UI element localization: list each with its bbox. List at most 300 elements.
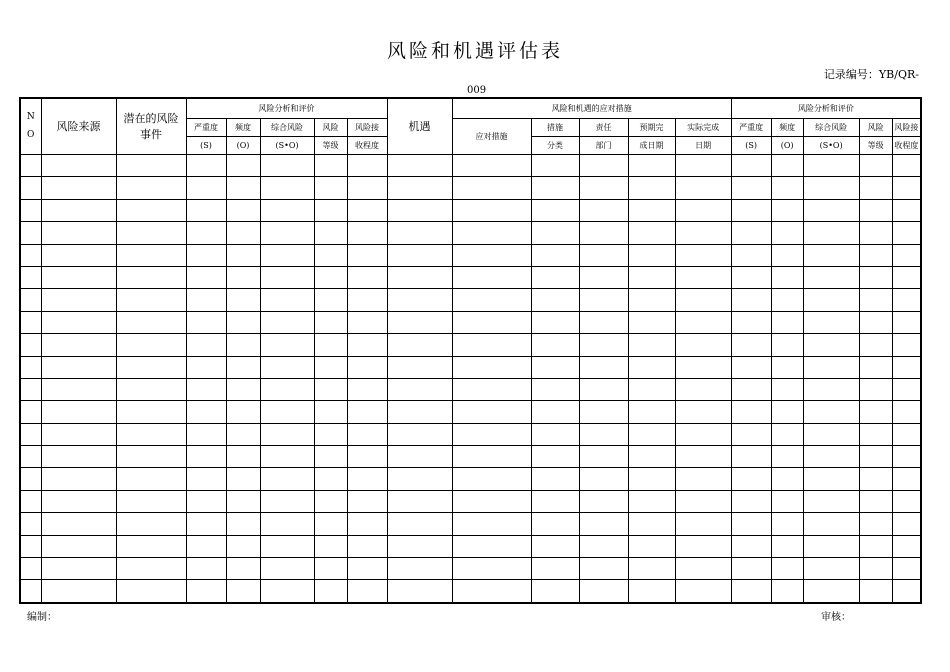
table-cell[interactable] bbox=[531, 490, 579, 512]
table-cell[interactable] bbox=[803, 535, 859, 557]
table-cell[interactable] bbox=[771, 356, 803, 378]
table-cell[interactable] bbox=[675, 423, 731, 445]
table-cell[interactable] bbox=[314, 558, 347, 580]
table-cell[interactable] bbox=[186, 334, 226, 356]
table-cell[interactable] bbox=[387, 513, 452, 535]
table-cell[interactable] bbox=[347, 311, 387, 333]
table-cell[interactable] bbox=[579, 558, 628, 580]
table-cell[interactable] bbox=[260, 378, 314, 400]
table-cell[interactable] bbox=[859, 311, 892, 333]
table-cell[interactable] bbox=[859, 334, 892, 356]
table-cell[interactable] bbox=[803, 490, 859, 512]
table-cell[interactable] bbox=[731, 334, 771, 356]
table-cell[interactable] bbox=[859, 244, 892, 266]
table-cell[interactable] bbox=[579, 423, 628, 445]
table-cell[interactable] bbox=[314, 446, 347, 468]
table-cell[interactable] bbox=[859, 401, 892, 423]
table-cell[interactable] bbox=[803, 513, 859, 535]
table-cell[interactable] bbox=[41, 199, 116, 221]
table-cell[interactable] bbox=[347, 513, 387, 535]
table-cell[interactable] bbox=[116, 289, 186, 311]
table-cell[interactable] bbox=[20, 580, 41, 603]
table-cell[interactable] bbox=[731, 580, 771, 603]
table-cell[interactable] bbox=[628, 535, 675, 557]
table-cell[interactable] bbox=[731, 490, 771, 512]
table-cell[interactable] bbox=[452, 490, 531, 512]
table-cell[interactable] bbox=[452, 334, 531, 356]
table-cell[interactable] bbox=[226, 199, 260, 221]
table-cell[interactable] bbox=[731, 513, 771, 535]
table-cell[interactable] bbox=[579, 535, 628, 557]
table-cell[interactable] bbox=[731, 244, 771, 266]
table-cell[interactable] bbox=[803, 222, 859, 244]
table-cell[interactable] bbox=[186, 177, 226, 199]
table-cell[interactable] bbox=[731, 423, 771, 445]
table-cell[interactable] bbox=[771, 401, 803, 423]
table-cell[interactable] bbox=[771, 446, 803, 468]
table-cell[interactable] bbox=[347, 266, 387, 288]
table-cell[interactable] bbox=[628, 513, 675, 535]
table-cell[interactable] bbox=[628, 356, 675, 378]
table-cell[interactable] bbox=[452, 468, 531, 490]
table-cell[interactable] bbox=[41, 378, 116, 400]
table-cell[interactable] bbox=[186, 311, 226, 333]
table-cell[interactable] bbox=[116, 401, 186, 423]
table-cell[interactable] bbox=[226, 289, 260, 311]
table-cell[interactable] bbox=[314, 378, 347, 400]
table-cell[interactable] bbox=[314, 535, 347, 557]
table-cell[interactable] bbox=[20, 155, 41, 177]
table-cell[interactable] bbox=[771, 155, 803, 177]
table-cell[interactable] bbox=[579, 334, 628, 356]
table-cell[interactable] bbox=[579, 356, 628, 378]
table-cell[interactable] bbox=[531, 513, 579, 535]
table-cell[interactable] bbox=[41, 155, 116, 177]
table-cell[interactable] bbox=[41, 558, 116, 580]
table-cell[interactable] bbox=[347, 468, 387, 490]
table-cell[interactable] bbox=[20, 266, 41, 288]
table-cell[interactable] bbox=[41, 423, 116, 445]
table-cell[interactable] bbox=[859, 446, 892, 468]
table-cell[interactable] bbox=[452, 244, 531, 266]
table-cell[interactable] bbox=[731, 446, 771, 468]
table-cell[interactable] bbox=[452, 558, 531, 580]
table-cell[interactable] bbox=[186, 468, 226, 490]
table-cell[interactable] bbox=[803, 199, 859, 221]
table-cell[interactable] bbox=[347, 378, 387, 400]
table-cell[interactable] bbox=[226, 244, 260, 266]
table-cell[interactable] bbox=[892, 535, 921, 557]
table-cell[interactable] bbox=[531, 446, 579, 468]
table-cell[interactable] bbox=[531, 244, 579, 266]
table-cell[interactable] bbox=[531, 558, 579, 580]
table-cell[interactable] bbox=[41, 222, 116, 244]
table-cell[interactable] bbox=[186, 222, 226, 244]
table-cell[interactable] bbox=[314, 244, 347, 266]
table-cell[interactable] bbox=[226, 334, 260, 356]
table-cell[interactable] bbox=[20, 244, 41, 266]
table-cell[interactable] bbox=[892, 446, 921, 468]
table-cell[interactable] bbox=[186, 199, 226, 221]
table-cell[interactable] bbox=[260, 222, 314, 244]
table-cell[interactable] bbox=[892, 244, 921, 266]
table-cell[interactable] bbox=[387, 446, 452, 468]
table-cell[interactable] bbox=[41, 535, 116, 557]
table-cell[interactable] bbox=[260, 468, 314, 490]
table-cell[interactable] bbox=[731, 177, 771, 199]
table-cell[interactable] bbox=[675, 535, 731, 557]
table-cell[interactable] bbox=[20, 401, 41, 423]
table-cell[interactable] bbox=[803, 177, 859, 199]
table-cell[interactable] bbox=[892, 558, 921, 580]
table-cell[interactable] bbox=[116, 580, 186, 603]
table-cell[interactable] bbox=[314, 490, 347, 512]
table-cell[interactable] bbox=[116, 155, 186, 177]
table-cell[interactable] bbox=[579, 244, 628, 266]
table-cell[interactable] bbox=[531, 423, 579, 445]
table-cell[interactable] bbox=[347, 580, 387, 603]
table-cell[interactable] bbox=[731, 356, 771, 378]
table-cell[interactable] bbox=[731, 401, 771, 423]
table-cell[interactable] bbox=[859, 289, 892, 311]
table-cell[interactable] bbox=[314, 311, 347, 333]
table-cell[interactable] bbox=[116, 266, 186, 288]
table-cell[interactable] bbox=[803, 155, 859, 177]
table-cell[interactable] bbox=[675, 356, 731, 378]
table-cell[interactable] bbox=[628, 490, 675, 512]
table-cell[interactable] bbox=[579, 199, 628, 221]
table-cell[interactable] bbox=[859, 155, 892, 177]
table-cell[interactable] bbox=[260, 513, 314, 535]
table-cell[interactable] bbox=[452, 177, 531, 199]
table-cell[interactable] bbox=[314, 356, 347, 378]
table-cell[interactable] bbox=[387, 177, 452, 199]
table-cell[interactable] bbox=[803, 423, 859, 445]
table-cell[interactable] bbox=[387, 558, 452, 580]
table-cell[interactable] bbox=[531, 177, 579, 199]
table-cell[interactable] bbox=[452, 378, 531, 400]
table-cell[interactable] bbox=[387, 356, 452, 378]
table-cell[interactable] bbox=[41, 266, 116, 288]
table-cell[interactable] bbox=[226, 423, 260, 445]
table-cell[interactable] bbox=[892, 155, 921, 177]
table-cell[interactable] bbox=[347, 490, 387, 512]
table-cell[interactable] bbox=[347, 558, 387, 580]
table-cell[interactable] bbox=[892, 289, 921, 311]
table-cell[interactable] bbox=[20, 490, 41, 512]
table-cell[interactable] bbox=[579, 155, 628, 177]
table-cell[interactable] bbox=[859, 535, 892, 557]
table-cell[interactable] bbox=[116, 513, 186, 535]
table-cell[interactable] bbox=[186, 423, 226, 445]
table-cell[interactable] bbox=[771, 468, 803, 490]
table-cell[interactable] bbox=[731, 155, 771, 177]
table-cell[interactable] bbox=[452, 401, 531, 423]
table-cell[interactable] bbox=[387, 401, 452, 423]
table-cell[interactable] bbox=[186, 378, 226, 400]
table-cell[interactable] bbox=[803, 580, 859, 603]
table-cell[interactable] bbox=[628, 199, 675, 221]
table-cell[interactable] bbox=[675, 177, 731, 199]
table-cell[interactable] bbox=[579, 177, 628, 199]
table-cell[interactable] bbox=[628, 177, 675, 199]
table-cell[interactable] bbox=[731, 558, 771, 580]
table-cell[interactable] bbox=[314, 513, 347, 535]
table-cell[interactable] bbox=[675, 266, 731, 288]
table-cell[interactable] bbox=[859, 580, 892, 603]
table-cell[interactable] bbox=[771, 311, 803, 333]
table-cell[interactable] bbox=[771, 423, 803, 445]
table-cell[interactable] bbox=[452, 356, 531, 378]
table-cell[interactable] bbox=[531, 401, 579, 423]
table-cell[interactable] bbox=[20, 535, 41, 557]
table-cell[interactable] bbox=[628, 289, 675, 311]
table-cell[interactable] bbox=[116, 356, 186, 378]
table-cell[interactable] bbox=[628, 334, 675, 356]
table-cell[interactable] bbox=[226, 177, 260, 199]
table-cell[interactable] bbox=[314, 199, 347, 221]
table-cell[interactable] bbox=[116, 423, 186, 445]
table-cell[interactable] bbox=[628, 446, 675, 468]
table-cell[interactable] bbox=[675, 334, 731, 356]
table-cell[interactable] bbox=[387, 378, 452, 400]
table-cell[interactable] bbox=[803, 289, 859, 311]
table-cell[interactable] bbox=[314, 468, 347, 490]
table-cell[interactable] bbox=[41, 580, 116, 603]
table-cell[interactable] bbox=[260, 155, 314, 177]
table-cell[interactable] bbox=[347, 446, 387, 468]
table-cell[interactable] bbox=[731, 222, 771, 244]
table-cell[interactable] bbox=[579, 378, 628, 400]
table-cell[interactable] bbox=[859, 558, 892, 580]
table-cell[interactable] bbox=[347, 222, 387, 244]
table-cell[interactable] bbox=[260, 334, 314, 356]
table-cell[interactable] bbox=[186, 244, 226, 266]
table-cell[interactable] bbox=[116, 311, 186, 333]
table-cell[interactable] bbox=[314, 266, 347, 288]
table-cell[interactable] bbox=[531, 535, 579, 557]
table-cell[interactable] bbox=[859, 378, 892, 400]
table-cell[interactable] bbox=[387, 334, 452, 356]
table-cell[interactable] bbox=[116, 177, 186, 199]
table-cell[interactable] bbox=[771, 378, 803, 400]
table-cell[interactable] bbox=[628, 423, 675, 445]
table-cell[interactable] bbox=[531, 378, 579, 400]
table-cell[interactable] bbox=[771, 244, 803, 266]
table-cell[interactable] bbox=[41, 244, 116, 266]
table-cell[interactable] bbox=[186, 535, 226, 557]
table-cell[interactable] bbox=[675, 558, 731, 580]
table-cell[interactable] bbox=[260, 446, 314, 468]
table-cell[interactable] bbox=[314, 401, 347, 423]
table-cell[interactable] bbox=[452, 513, 531, 535]
table-cell[interactable] bbox=[531, 222, 579, 244]
table-cell[interactable] bbox=[226, 401, 260, 423]
table-cell[interactable] bbox=[226, 222, 260, 244]
table-cell[interactable] bbox=[452, 580, 531, 603]
table-cell[interactable] bbox=[387, 468, 452, 490]
table-cell[interactable] bbox=[20, 423, 41, 445]
table-cell[interactable] bbox=[387, 289, 452, 311]
table-cell[interactable] bbox=[260, 244, 314, 266]
table-cell[interactable] bbox=[186, 558, 226, 580]
table-cell[interactable] bbox=[186, 356, 226, 378]
table-cell[interactable] bbox=[731, 311, 771, 333]
table-cell[interactable] bbox=[387, 535, 452, 557]
table-cell[interactable] bbox=[452, 446, 531, 468]
table-cell[interactable] bbox=[892, 266, 921, 288]
table-cell[interactable] bbox=[579, 468, 628, 490]
table-cell[interactable] bbox=[531, 356, 579, 378]
table-cell[interactable] bbox=[859, 222, 892, 244]
table-cell[interactable] bbox=[260, 423, 314, 445]
table-cell[interactable] bbox=[892, 222, 921, 244]
table-cell[interactable] bbox=[226, 155, 260, 177]
table-cell[interactable] bbox=[20, 311, 41, 333]
table-cell[interactable] bbox=[226, 446, 260, 468]
table-cell[interactable] bbox=[41, 334, 116, 356]
table-cell[interactable] bbox=[803, 311, 859, 333]
table-cell[interactable] bbox=[387, 266, 452, 288]
table-cell[interactable] bbox=[803, 401, 859, 423]
table-cell[interactable] bbox=[531, 289, 579, 311]
table-cell[interactable] bbox=[531, 468, 579, 490]
table-cell[interactable] bbox=[41, 356, 116, 378]
table-cell[interactable] bbox=[731, 199, 771, 221]
table-cell[interactable] bbox=[314, 289, 347, 311]
table-cell[interactable] bbox=[452, 199, 531, 221]
table-cell[interactable] bbox=[226, 356, 260, 378]
table-cell[interactable] bbox=[314, 222, 347, 244]
table-cell[interactable] bbox=[116, 490, 186, 512]
table-cell[interactable] bbox=[859, 177, 892, 199]
table-cell[interactable] bbox=[892, 423, 921, 445]
table-cell[interactable] bbox=[387, 580, 452, 603]
table-cell[interactable] bbox=[675, 378, 731, 400]
table-cell[interactable] bbox=[387, 222, 452, 244]
table-cell[interactable] bbox=[675, 513, 731, 535]
table-cell[interactable] bbox=[771, 222, 803, 244]
table-cell[interactable] bbox=[260, 535, 314, 557]
table-cell[interactable] bbox=[347, 244, 387, 266]
table-cell[interactable] bbox=[531, 311, 579, 333]
table-cell[interactable] bbox=[116, 244, 186, 266]
table-cell[interactable] bbox=[452, 266, 531, 288]
table-cell[interactable] bbox=[314, 155, 347, 177]
table-cell[interactable] bbox=[41, 311, 116, 333]
table-cell[interactable] bbox=[116, 334, 186, 356]
table-cell[interactable] bbox=[20, 446, 41, 468]
table-cell[interactable] bbox=[803, 558, 859, 580]
table-cell[interactable] bbox=[771, 490, 803, 512]
table-cell[interactable] bbox=[675, 155, 731, 177]
table-cell[interactable] bbox=[579, 490, 628, 512]
table-cell[interactable] bbox=[226, 468, 260, 490]
table-cell[interactable] bbox=[859, 468, 892, 490]
table-cell[interactable] bbox=[731, 535, 771, 557]
table-cell[interactable] bbox=[452, 222, 531, 244]
table-cell[interactable] bbox=[628, 244, 675, 266]
table-cell[interactable] bbox=[803, 334, 859, 356]
table-cell[interactable] bbox=[531, 334, 579, 356]
table-cell[interactable] bbox=[892, 378, 921, 400]
table-cell[interactable] bbox=[186, 580, 226, 603]
table-cell[interactable] bbox=[186, 490, 226, 512]
table-cell[interactable] bbox=[771, 535, 803, 557]
table-cell[interactable] bbox=[579, 266, 628, 288]
table-cell[interactable] bbox=[41, 513, 116, 535]
table-cell[interactable] bbox=[628, 468, 675, 490]
table-cell[interactable] bbox=[452, 423, 531, 445]
table-cell[interactable] bbox=[116, 199, 186, 221]
table-cell[interactable] bbox=[892, 177, 921, 199]
table-cell[interactable] bbox=[859, 266, 892, 288]
table-cell[interactable] bbox=[260, 356, 314, 378]
table-cell[interactable] bbox=[628, 580, 675, 603]
table-cell[interactable] bbox=[20, 177, 41, 199]
table-cell[interactable] bbox=[387, 311, 452, 333]
table-cell[interactable] bbox=[628, 378, 675, 400]
table-cell[interactable] bbox=[771, 199, 803, 221]
table-cell[interactable] bbox=[803, 468, 859, 490]
table-cell[interactable] bbox=[260, 199, 314, 221]
table-cell[interactable] bbox=[859, 490, 892, 512]
table-cell[interactable] bbox=[387, 423, 452, 445]
table-cell[interactable] bbox=[452, 155, 531, 177]
table-cell[interactable] bbox=[116, 446, 186, 468]
table-cell[interactable] bbox=[116, 535, 186, 557]
table-cell[interactable] bbox=[226, 558, 260, 580]
table-cell[interactable] bbox=[41, 401, 116, 423]
table-cell[interactable] bbox=[387, 155, 452, 177]
table-cell[interactable] bbox=[628, 266, 675, 288]
table-cell[interactable] bbox=[260, 177, 314, 199]
table-cell[interactable] bbox=[531, 199, 579, 221]
table-cell[interactable] bbox=[892, 468, 921, 490]
table-cell[interactable] bbox=[771, 177, 803, 199]
table-cell[interactable] bbox=[20, 289, 41, 311]
table-cell[interactable] bbox=[579, 580, 628, 603]
table-cell[interactable] bbox=[452, 311, 531, 333]
table-cell[interactable] bbox=[771, 289, 803, 311]
table-cell[interactable] bbox=[771, 580, 803, 603]
table-cell[interactable] bbox=[452, 289, 531, 311]
table-cell[interactable] bbox=[41, 490, 116, 512]
table-cell[interactable] bbox=[731, 378, 771, 400]
table-cell[interactable] bbox=[803, 356, 859, 378]
table-cell[interactable] bbox=[892, 580, 921, 603]
table-cell[interactable] bbox=[41, 468, 116, 490]
table-cell[interactable] bbox=[347, 289, 387, 311]
table-cell[interactable] bbox=[41, 446, 116, 468]
table-cell[interactable] bbox=[186, 401, 226, 423]
table-cell[interactable] bbox=[771, 334, 803, 356]
table-cell[interactable] bbox=[314, 177, 347, 199]
table-cell[interactable] bbox=[186, 155, 226, 177]
table-cell[interactable] bbox=[892, 311, 921, 333]
table-cell[interactable] bbox=[347, 535, 387, 557]
table-cell[interactable] bbox=[20, 222, 41, 244]
table-cell[interactable] bbox=[314, 580, 347, 603]
table-cell[interactable] bbox=[579, 401, 628, 423]
table-cell[interactable] bbox=[803, 266, 859, 288]
table-cell[interactable] bbox=[347, 356, 387, 378]
table-cell[interactable] bbox=[675, 311, 731, 333]
table-cell[interactable] bbox=[531, 266, 579, 288]
table-cell[interactable] bbox=[859, 356, 892, 378]
table-cell[interactable] bbox=[226, 311, 260, 333]
table-cell[interactable] bbox=[116, 222, 186, 244]
